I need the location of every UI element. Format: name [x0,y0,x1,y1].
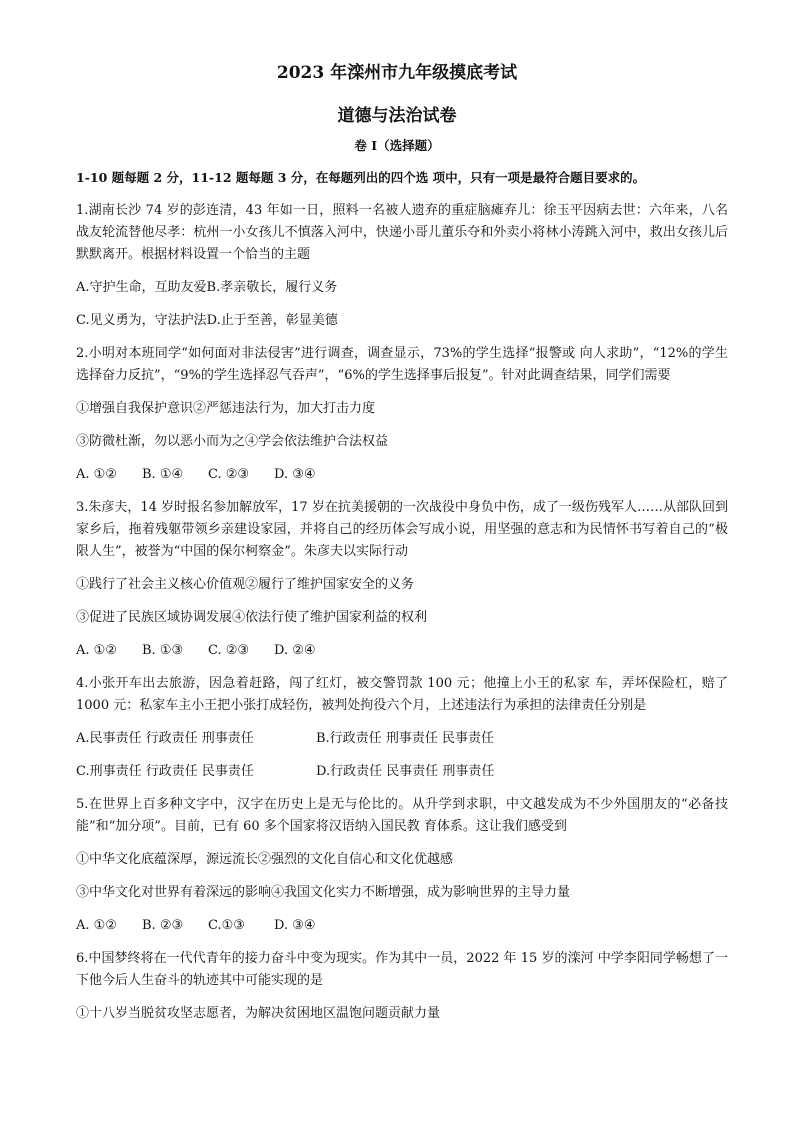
option-c[interactable]: C.①③ [208,918,245,933]
option-b[interactable]: B. ①③ [142,643,184,658]
option-d[interactable]: D. ③④ [274,467,316,482]
option-line [76,915,728,937]
section-heading: 卷 I（选择题） [354,138,440,153]
question-stem: 1.湖南长沙 74 岁的彭连清，43 年如一日，照料一名被人遗弃的重症脑瘫弃儿：徐玉平因病去世：六年来，八名战友轮流替他尽孝：杭州一小女孩儿不慎落入河中，快递小哥儿董乐夺和外卖小将林小涛跳入河中，救出女孩儿后默默离开。根据材料设置一个恰当的主题 [76,203,728,262]
option-d[interactable]: D. ②④ [274,643,316,658]
statement: ①十八岁当脱贫攻坚志愿者，为解决贫困地区温饱问题贡献力量 [76,1006,441,1021]
statement: ①增强自我保护意识②严惩违法行为，加大打击力度 [76,401,376,416]
exam-subtitle: 道德与法治试卷 [337,106,457,126]
instructions: 1-10 题每题 2 分，11-12 题每题 3 分，在每题列出的四个选 项中，只有一项是最符合题目要求的。 [76,170,646,185]
option-line [76,310,728,332]
question-2 [76,343,728,486]
option-d[interactable]: D.行政责任 民事责任 刑事责任 [316,764,495,779]
question-3 [76,497,728,662]
question-5 [76,794,728,937]
question-6 [76,948,728,1025]
option[interactable]: C.见义勇为，守法护法D.止于至善，彰显美德 [76,313,338,328]
statement: ①中华文化底蕴深厚，源远流长②强烈的文化自信心和文化优越感 [76,852,454,867]
question-stem: 3.朱彦夫，14 岁时报名参加解放军，17 岁在抗美援朝的一次战役中身负中伤，成了一级伤残军人……从部队回到家乡后，拖着残躯带领乡亲建设家园，并将自己的经历体会写成小说，用坚强的意志和为民情怀书写着自己的“极限人生”，被誉为“中国的保尔柯察金”。朱彦夫以实际行动 [76,500,728,559]
statement: ③促进了民族区域协调发展④依法行使了维护国家利益的权利 [76,610,428,625]
statement: ③防微杜渐，勿以恶小而为之④学会依法维护合法权益 [76,434,389,449]
option-line [76,728,728,750]
option-line [76,277,728,299]
option-b[interactable]: B.行政责任 刑事责任 民事责任 [316,731,494,746]
option-c[interactable]: C.刑事责任 行政责任 民事责任 [76,764,254,779]
statement: ①践行了社会主义核心价值观②履行了维护国家安全的义务 [76,577,415,592]
question-4 [76,673,728,783]
question-stem: 4.小张开车出去旅游，因急着赶路，闯了红灯，被交警罚款 100 元；他撞上小王的私家 车，弄坏保险杠，赔了 1000 元：私家车主小王把小张打成轻伤，被判处拘役六个月，上述违法行为承担的法律责任分别是 [76,676,728,713]
question-stem: 5.在世界上百多种文字中，汉字在历史上是无与伦比的。从升学到求职，中文越发成为不少外国朋友的“必备技能”和“加分项”。目前，已有 60 多个国家将汉语纳入国民教 育体系。这让我们感受到 [76,797,728,834]
exam-title: 2023 年滦州市九年级摸底考试 [276,63,518,83]
option-a[interactable]: A.民事责任 行政责任 刑事责任 [76,731,254,746]
question-stem: 2.小明对本班同学“如何面对非法侵害”进行调查，调查显示，73%的学生选择“报警或 向人求助”，“12%的学生选择奋力反抗”，“9%的学生选择忍气吞声”，“6%的学生选择事后报复”。针对此调查结果，同学们需要 [76,346,728,383]
option-c[interactable]: C. ②③ [208,643,250,658]
option-a[interactable]: A. ①② [76,467,117,482]
option-b[interactable]: B. ②③ [142,918,184,933]
option-a[interactable]: A. ①② [76,643,117,658]
option-line [76,464,728,486]
question-list [76,200,728,1036]
option[interactable]: A.守护生命，互助友爱B.孝亲敬长，履行义务 [76,280,338,295]
question-1 [76,200,728,332]
question-stem: 6.中国梦终将在一代代青年的接力奋斗中变为现实。作为其中一员，2022 年 15 岁的滦河 中学李阳同学畅想了一下他今后人生奋斗的轨迹其中可能实现的是 [76,951,728,988]
option-line [76,761,728,783]
option-c[interactable]: C. ②③ [208,467,250,482]
option-b[interactable]: B. ①④ [142,467,184,482]
statement: ③中华文化对世界有着深远的影响④我国文化实力不断增强，成为影响世界的主导力量 [76,885,571,900]
option-a[interactable]: A. ①② [76,918,117,933]
option-d[interactable]: D. ③④ [274,918,316,933]
option-line [76,640,728,662]
